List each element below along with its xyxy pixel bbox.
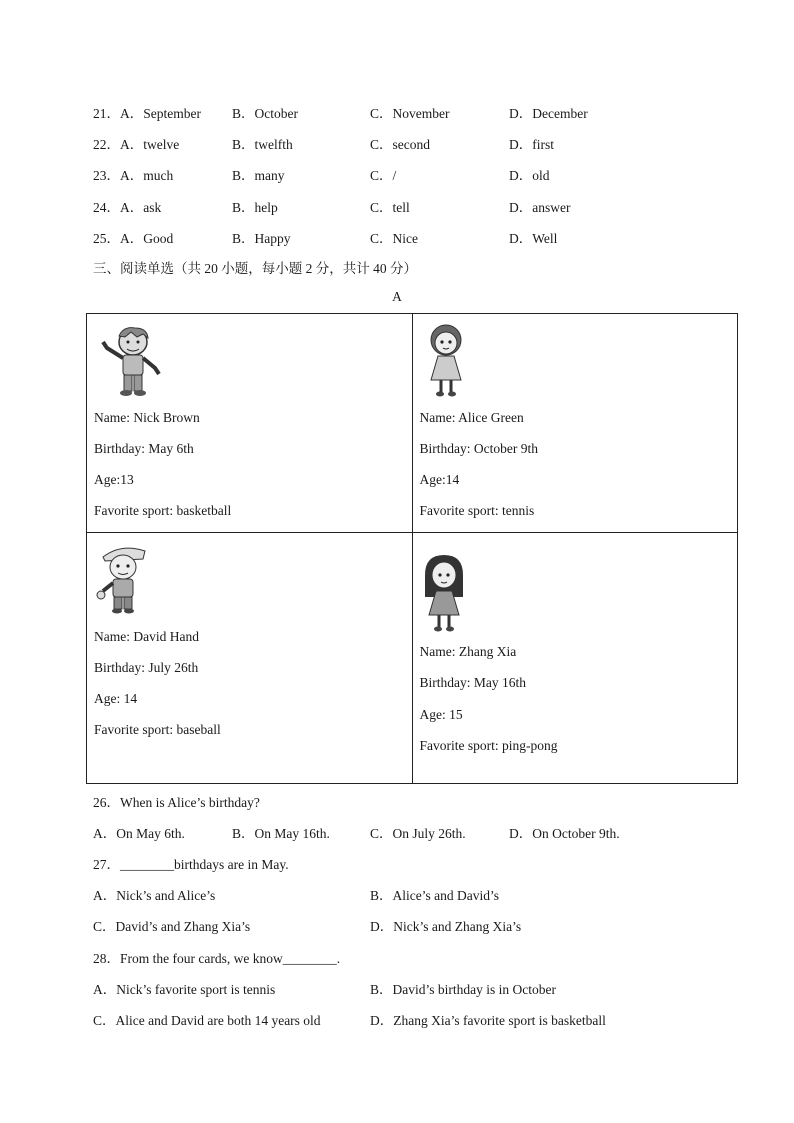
girl-dress-icon: [421, 322, 471, 400]
option-c[interactable]: C．Nice: [370, 231, 418, 246]
option-b[interactable]: B．Alice’s and David’s: [370, 888, 499, 903]
section-heading: 三、阅读单选（共 20 小题，每小题 2 分，共计 40 分）: [93, 261, 417, 276]
boy-cap-icon: [93, 543, 153, 615]
option-c[interactable]: C．On July 26th.: [370, 826, 466, 841]
option-b[interactable]: B．twelfth: [232, 137, 293, 152]
profile-card-david: [87, 533, 413, 784]
option-b[interactable]: B．On May 16th.: [232, 826, 330, 841]
option-c[interactable]: C．November: [370, 106, 450, 121]
option-a[interactable]: 21．A．September: [93, 106, 201, 121]
option-row-21: [93, 102, 713, 122]
option-a[interactable]: A．On May 6th.: [93, 826, 185, 841]
option-a[interactable]: A．Nick’s and Alice’s: [93, 888, 216, 903]
option-b[interactable]: B．October: [232, 106, 298, 121]
option-b[interactable]: B．Happy: [232, 231, 291, 246]
card-sport: Favorite sport: baseball: [94, 722, 221, 737]
card-age: Age:13: [94, 472, 134, 487]
profile-cards-table: [86, 313, 738, 784]
card-age: Age: 14: [94, 691, 138, 706]
option-a[interactable]: 24．A．ask: [93, 200, 162, 215]
girl-long-hair-icon: [419, 553, 469, 635]
option-d[interactable]: D．Nick’s and Zhang Xia’s: [370, 919, 522, 934]
option-d[interactable]: D．answer: [509, 200, 571, 215]
card-birthday: Birthday: October 9th: [419, 441, 538, 456]
card-name: Name: Alice Green: [419, 410, 524, 425]
option-a[interactable]: 25．A．Good: [93, 231, 174, 246]
option-c[interactable]: C．David’s and Zhang Xia’s: [93, 919, 251, 934]
card-sport: Favorite sport: tennis: [419, 503, 535, 518]
question-28-stem: 28．From the four cards, we know________.: [93, 951, 341, 966]
option-c[interactable]: C．second: [370, 137, 430, 152]
option-a[interactable]: 23．A．much: [93, 168, 174, 183]
option-b[interactable]: B．many: [232, 168, 285, 183]
question-28-options-ab: [93, 978, 713, 998]
option-d[interactable]: D．Zhang Xia’s favorite sport is basketball: [370, 1013, 606, 1028]
option-c[interactable]: C．Alice and David are both 14 years old: [93, 1013, 321, 1028]
option-d[interactable]: D．On October 9th.: [509, 826, 620, 841]
card-sport: Favorite sport: basketball: [94, 503, 232, 518]
card-birthday: Birthday: May 16th: [419, 675, 526, 690]
option-c[interactable]: C．/: [370, 168, 397, 183]
option-a[interactable]: 22．A．twelve: [93, 137, 180, 152]
option-b[interactable]: B．help: [232, 200, 278, 215]
question-27-stem: 27．________birthdays are in May.: [93, 857, 289, 872]
option-d[interactable]: D．first: [509, 137, 554, 152]
option-d[interactable]: D．December: [509, 106, 588, 121]
option-a[interactable]: A．Nick’s favorite sport is tennis: [93, 982, 276, 997]
option-row-25: [93, 227, 713, 247]
option-row-23: [93, 164, 713, 184]
question-26-stem: 26．When is Alice’s birthday?: [93, 795, 260, 810]
card-birthday: Birthday: May 6th: [94, 441, 194, 456]
profile-card-zhang-xia: [412, 533, 738, 784]
card-name: Name: Zhang Xia: [419, 644, 517, 659]
option-d[interactable]: D．Well: [509, 231, 558, 246]
card-name: Name: Nick Brown: [94, 410, 200, 425]
boy-waving-icon: [93, 322, 173, 398]
card-age: Age:14: [419, 472, 460, 487]
card-birthday: Birthday: July 26th: [94, 660, 199, 675]
option-c[interactable]: C．tell: [370, 200, 410, 215]
question-28-options-cd: [93, 1009, 713, 1029]
option-row-24: [93, 196, 713, 216]
passage-label: A: [392, 289, 402, 304]
profile-card-nick: [87, 314, 413, 533]
question-27-options-cd: [93, 915, 713, 935]
card-age: Age: 15: [419, 707, 463, 722]
card-sport: Favorite sport: ping-pong: [419, 738, 558, 753]
option-row-22: [93, 133, 713, 153]
question-26-options: [93, 822, 713, 842]
profile-card-alice: [412, 314, 738, 533]
option-d[interactable]: D．old: [509, 168, 550, 183]
question-27-options-ab: [93, 884, 713, 904]
card-name: Name: David Hand: [94, 629, 199, 644]
option-b[interactable]: B．David’s birthday is in October: [370, 982, 556, 997]
